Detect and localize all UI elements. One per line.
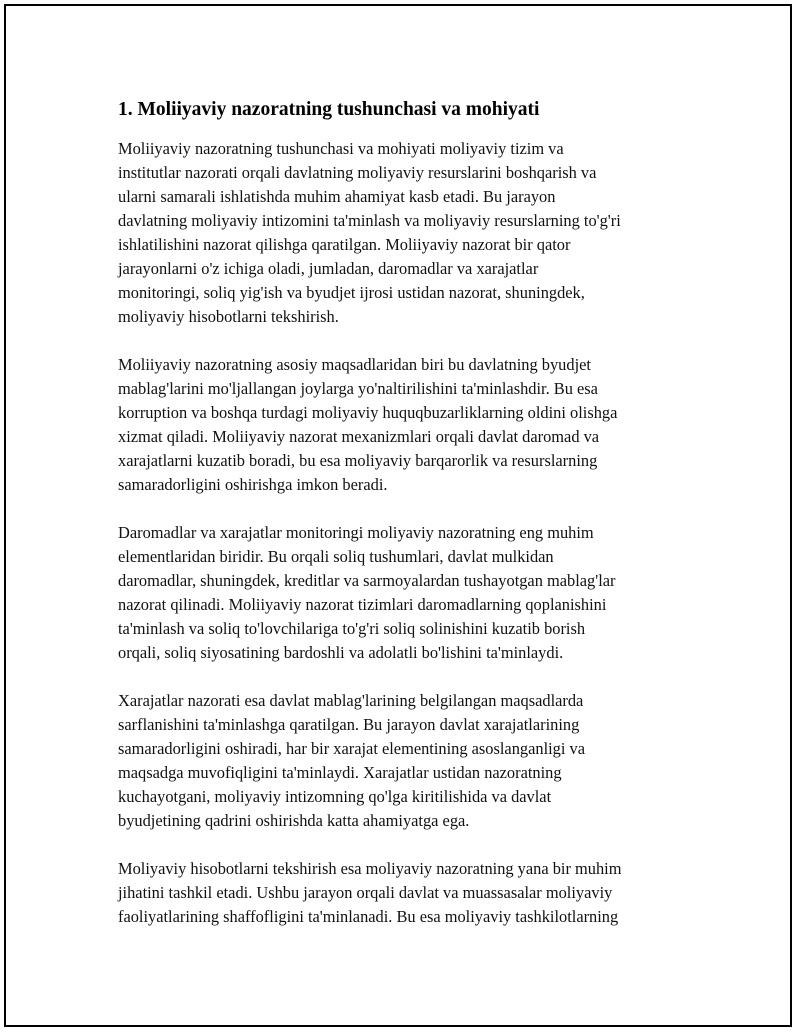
section-heading: 1. Moliiyaviy nazoratning tushunchasi va mohiyati	[118, 99, 540, 120]
text-line: sarflanishini ta'minlashga qaratilgan. Bu jarayon davlat xarajatlarining	[118, 715, 580, 734]
text-line: Daromadlar va xarajatlar monitoringi moliyaviy nazoratning eng muhim	[118, 523, 594, 542]
text-line: nazorat qilinadi. Moliiyaviy nazorat tizimlari daromadlarning qoplanishini	[118, 595, 607, 614]
text-line: xarajatlarni kuzatib boradi, bu esa moliyaviy barqarorlik va resurslarning	[118, 451, 598, 470]
text-line: byudjetining qadrini oshirishda katta ahamiyatga ega.	[118, 811, 470, 830]
text-line: ishlatilishini nazorat qilishga qaratilgan. Moliiyaviy nazorat bir qator	[118, 235, 571, 254]
text-line: xizmat qiladi. Moliiyaviy nazorat mexanizmlari orqali davlat daromad va	[118, 427, 600, 446]
text-line: mablag'larini mo'ljallangan joylarga yo'naltirilishini ta'minlashdir. Bu esa	[118, 379, 598, 398]
text-line: kuchayotgani, moliyaviy intizomning qo'lga kiritilishida va davlat	[118, 787, 552, 806]
text-line: ularni samarali ishlatishda muhim ahamiyat kasb etadi. Bu jarayon	[118, 187, 556, 206]
paragraph-5	[118, 857, 688, 929]
text-line: Xarajatlar nazorati esa davlat mablag'larining belgilangan maqsadlarda	[118, 691, 584, 710]
text-line: davlatning moliyaviy intizomini ta'minlash va moliyaviy resurslarning to'g'ri	[118, 211, 621, 230]
text-line: moliyaviy hisobotlarni tekshirish.	[118, 307, 339, 326]
paragraph-4	[118, 689, 688, 833]
paragraph-1	[118, 137, 688, 329]
text-line: Moliiyaviy nazoratning tushunchasi va mohiyati moliyaviy tizim va	[118, 139, 564, 158]
text-line: institutlar nazorati orqali davlatning moliyaviy resurslarini boshqarish va	[118, 163, 597, 182]
text-line: jihatini tashkil etadi. Ushbu jarayon orqali davlat va muassasalar moliyaviy	[118, 883, 613, 902]
text-line: samaradorligini oshiradi, har bir xarajat elementining asoslanganligi va	[118, 739, 585, 758]
paragraph-2	[118, 353, 688, 497]
text-line: maqsadga muvofiqligini ta'minlaydi. Xarajatlar ustidan nazoratning	[118, 763, 562, 782]
text-line: samaradorligini oshirishga imkon beradi.	[118, 475, 388, 494]
paragraph-3	[118, 521, 688, 665]
text-line: jarayonlarni o'z ichiga oladi, jumladan, daromadlar va xarajatlar	[118, 259, 539, 278]
text-line: daromadlar, shuningdek, kreditlar va sarmoyalardan tushayotgan mablag'lar	[118, 571, 616, 590]
document-page	[4, 4, 792, 1027]
text-line: Moliiyaviy nazoratning asosiy maqsadlaridan biri bu davlatning byudjet	[118, 355, 591, 374]
text-line: korruption va boshqa turdagi moliyaviy huquqbuzarliklarning oldini olishga	[118, 403, 618, 422]
text-line: elementlaridan biridir. Bu orqali soliq tushumlari, davlat mulkidan	[118, 547, 554, 566]
text-line: monitoringi, soliq yig'ish va byudjet ijrosi ustidan nazorat, shuningdek,	[118, 283, 585, 302]
text-line: faoliyatlarining shaffofligini ta'minlanadi. Bu esa moliyaviy tashkilotlarning	[118, 907, 619, 926]
document-body	[118, 96, 688, 953]
text-line: ta'minlash va soliq to'lovchilariga to'g'ri soliq solinishini kuzatib borish	[118, 619, 586, 638]
text-line: orqali, soliq siyosatining bardoshli va adolatli bo'lishini ta'minlaydi.	[118, 643, 564, 662]
text-line: Moliyaviy hisobotlarni tekshirish esa moliyaviy nazoratning yana bir muhim	[118, 859, 622, 878]
